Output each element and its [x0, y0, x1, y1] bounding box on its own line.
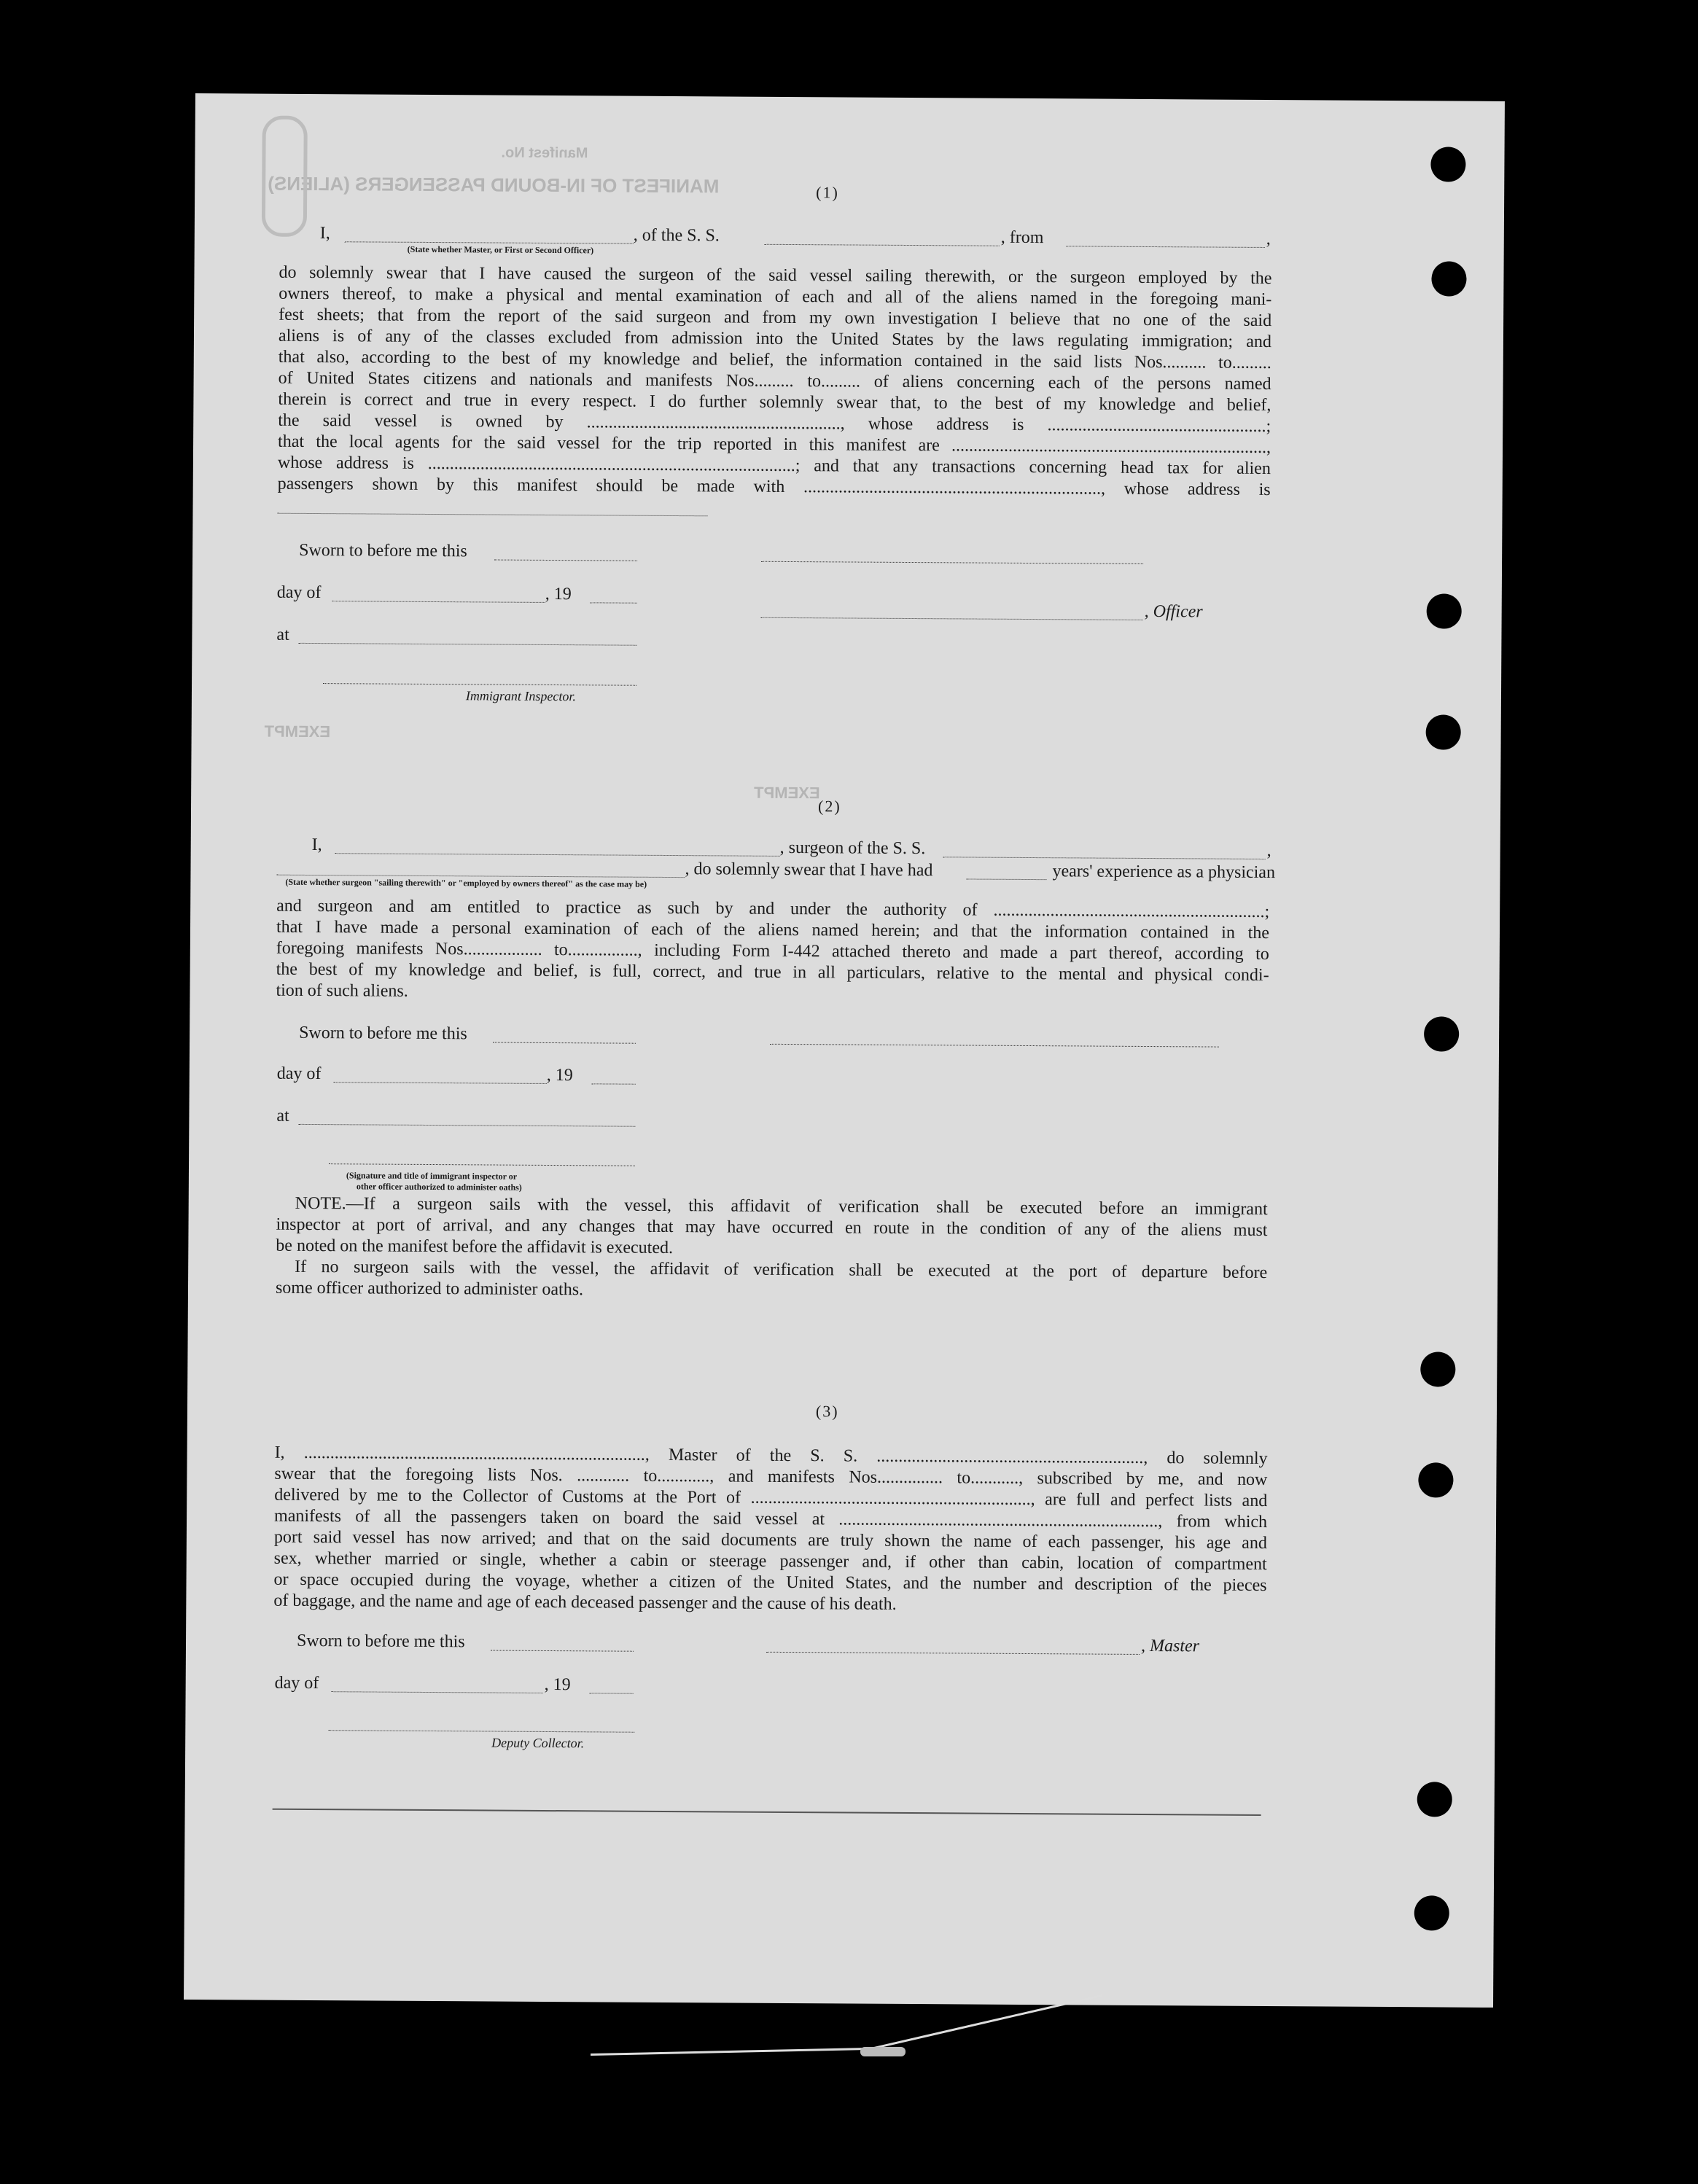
s2-note-line: NOTE.—If a surgeon sails with the vessel, this affidavit of verification shall be executed before an immigrant [295, 1193, 1268, 1220]
s2-surgeon-of: , surgeon of the S. S. [779, 838, 926, 859]
s1-blank-address [277, 513, 707, 517]
s2-line: and surgeon and am entitled to practice as such by and under the authority of ..............................................................; [276, 896, 1270, 922]
s1-line: do solemnly swear that I have caused the surgeon of the said vessel sailing therewith, or the surgeon employed by the [279, 262, 1272, 289]
s2-sig-note-1: (Signature and title of immigrant inspector or [346, 1170, 518, 1182]
bleed-bracket [262, 116, 308, 237]
s1-note: (State whether Master, or First or Second Officer) [407, 243, 594, 256]
s2-years: years' experience as a physician [1052, 862, 1276, 883]
s1-sworn: Sworn to before me this [299, 540, 467, 561]
s1-day-of: day of [276, 582, 322, 603]
s1-line: therein is correct and true in every respect. I do further solemnly swear that, to the best of my knowledge and belief, [278, 389, 1271, 416]
binder-hole [1430, 147, 1465, 182]
s1-inspector: Immigrant Inspector. [465, 688, 577, 704]
s1-blank-inspector [323, 683, 636, 686]
s1-line: whose address is ....................................................................................; and that any transactions concerning head tax for alien [277, 453, 1271, 479]
s3-line: port said vessel has now arrived; and that on the said documents are truly shown the name of each passenger, his age and [273, 1527, 1267, 1553]
s2-note-line: If no surgeon sails with the vessel, the affidavit of verification shall be executed at the port of departure before [295, 1257, 1268, 1283]
s1-officer: , Officer [1144, 601, 1203, 622]
s1-line: that the local agents for the said vessel for the trip reported in this manifest are ........................................................................, [278, 432, 1271, 458]
s1-blank-day [332, 601, 545, 603]
s1-line: aliens is of any of the classes excluded from admission into the United States by the laws regulating immigration; and [278, 326, 1272, 352]
s1-blank-sworn [494, 560, 637, 561]
bottom-rule [273, 1809, 1261, 1816]
s2-note-line: some officer authorized to administer oaths. [275, 1278, 584, 1300]
s2-line: that I have made a personal examination of each of the aliens named herein; and that the information contained in the [276, 917, 1270, 943]
s2-note: (State whether surgeon "sailing therewith" or "employed by owners thereof" as the case may be) [285, 876, 647, 889]
s3-blank-day [332, 1691, 543, 1693]
s2-note-line: inspector at port of arrival, and any changes that may have occurred en route in the condition of any of the aliens must [276, 1214, 1268, 1241]
binder-hole [1424, 1016, 1459, 1051]
binder-hole [1414, 1895, 1449, 1930]
s1-at: at [276, 625, 289, 644]
s1-line: passengers shown by this manifest should be made with ...................................................................., whose address is [277, 474, 1271, 500]
s2-blank-officer-sig [329, 1163, 635, 1166]
s3-day-of: day of [274, 1673, 319, 1693]
s3-line: delivered by me to the Collector of Customs at the Port of ................................................................, are full and perfect lists and [274, 1485, 1268, 1511]
binder-hole [1417, 1782, 1452, 1817]
bleed-exempt-2: EXEMPT [754, 783, 820, 803]
s3-blank-sworn [491, 1650, 634, 1652]
s2-sig-note-2: other officer authorized to administer oaths) [356, 1181, 522, 1193]
s1-from: , from [1000, 227, 1044, 248]
s1-blank-year [591, 602, 637, 603]
s1-blank-vessel [765, 244, 1000, 246]
s2-blank-signature [770, 1044, 1219, 1048]
binder-hole [1418, 1462, 1453, 1497]
s3-collector: Deputy Collector. [491, 1735, 585, 1751]
s1-line: fest sheets; that from the report of the said surgeon and from my own investigation I believe that no one of the said [279, 305, 1272, 331]
bleed-manifest-no: Manifest No. [501, 144, 588, 162]
section3-heading: (3) [815, 1402, 839, 1421]
s2-swear: , do solemnly swear that I have had [685, 859, 933, 881]
bleed-exempt-1: EXEMPT [264, 722, 331, 741]
s2-at: at [276, 1106, 289, 1126]
s3-line: sex, whether married or single, whether a cabin or steerage passenger and, if other than cabin, location of compartment [273, 1548, 1267, 1575]
s2-sworn: Sworn to before me this [299, 1023, 467, 1044]
s2-day-of: day of [276, 1064, 322, 1084]
s2-i: I, [311, 835, 322, 855]
s3-year: , 19 [544, 1674, 571, 1695]
s2-comma: , [1266, 841, 1271, 861]
s2-line: tion of such aliens. [276, 980, 408, 1001]
bleed-manifest-title: MANIFEST OF IN-BOUND PASSENGERS (ALIENS) [268, 172, 720, 198]
s2-blank-name [335, 853, 780, 857]
binder-hole [1431, 261, 1466, 296]
s1-blank-name [345, 241, 634, 243]
s1-blank-from [1067, 246, 1265, 248]
s2-line: the best of my knowledge and belief, is full, correct, and true in all particulars, relative to the mental and physical condi- [276, 959, 1269, 986]
s2-year: , 19 [546, 1065, 573, 1085]
s1-blank-officer-top [761, 561, 1143, 564]
s3-line: or space occupied during the voyage, whether a citizen of the United States, and the number and description of the pieces [273, 1569, 1267, 1596]
s2-blank-year [592, 1083, 636, 1084]
binder-hole [1420, 1352, 1455, 1387]
film-scratch-blob [860, 2047, 906, 2056]
s2-blank-day [334, 1082, 547, 1084]
s2-blank-sworn [493, 1042, 636, 1044]
manifest-page [184, 93, 1505, 2008]
s1-of-ss: , of the S. S. [633, 225, 720, 246]
s3-master: , Master [1140, 1636, 1200, 1656]
s1-year: , 19 [545, 584, 572, 604]
section2-heading: (2) [817, 797, 841, 816]
s1-line: the said vessel is owned by .........................................................., whose address is ..................................................; [278, 410, 1271, 437]
s3-line: manifests of all the passengers taken on board the said vessel at ........................................................................., from which [274, 1506, 1268, 1532]
s3-line: of baggage, and the name and age of each deceased passenger and the cause of his death. [273, 1591, 897, 1614]
s2-blank-at [298, 1124, 635, 1127]
s2-line: foregoing manifests Nos.................. to................, including Form I-442 attached thereto and made a part thereof, according to [276, 938, 1269, 964]
s1-line: of United States citizens and nationals and manifests Nos......... to......... of aliens concerning each of the persons named [278, 368, 1271, 394]
s1-i: I, [319, 224, 330, 243]
s1-blank-at [298, 643, 636, 646]
s3-line: I, .............................................................................., Master of the S. S. ............................................................., do solemnly [274, 1443, 1268, 1469]
s3-line: swear that the foregoing lists Nos. ............ to............, and manifests Nos............... to..........., subscribed by me, and now [274, 1464, 1268, 1490]
film-scratch [591, 2048, 868, 2056]
s2-blank-vessel [943, 857, 1266, 859]
binder-hole [1426, 714, 1461, 749]
s1-line: owners thereof, to make a physical and mental examination of each and all of the aliens named in the foregoing mani- [279, 284, 1272, 310]
s3-blank-master [766, 1652, 1140, 1655]
s3-sworn: Sworn to before me this [296, 1631, 465, 1652]
s3-blank-collector [328, 1730, 634, 1733]
section1-heading: (1) [816, 183, 839, 202]
s2-note-line: be noted on the manifest before the affidavit is executed. [276, 1236, 674, 1258]
s1-line: that also, according to the best of my knowledge and belief, the information contained in the said lists Nos.......... to......... [278, 347, 1271, 373]
s2-blank-years [966, 878, 1046, 880]
s1-comma: , [1266, 229, 1271, 249]
s1-blank-officer [761, 617, 1143, 620]
binder-hole [1427, 593, 1462, 628]
